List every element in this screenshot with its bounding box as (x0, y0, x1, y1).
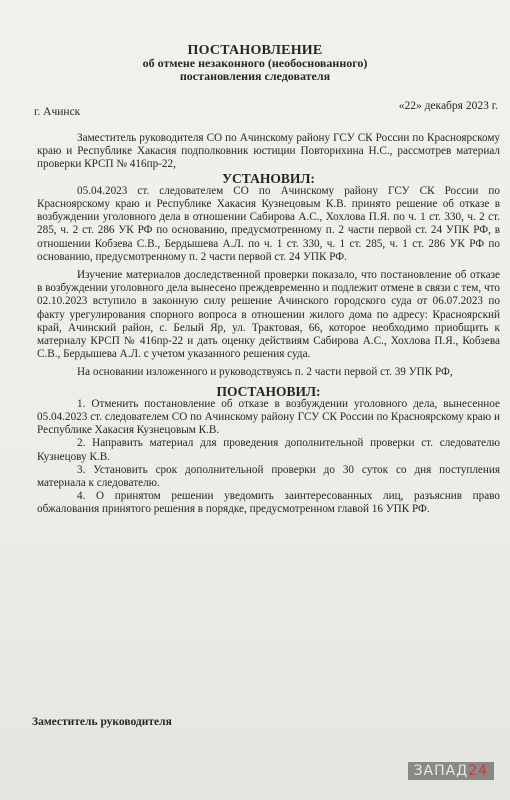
resolution-item-3: 3. Установить срок дополнительной проверки до 30 суток со дня поступления материала к следователю. (37, 463, 500, 490)
document-title-block (0, 44, 510, 83)
document-date: «22» декабря 2023 г. (398, 100, 498, 112)
document-place: г. Ачинск (34, 106, 81, 118)
paragraph-3: На основании изложенного и руководствуясь п. 2 части первой ст. 39 УПК РФ, (77, 366, 453, 379)
resolution-item-2: 2. Направить материал для проведения дополнительной проверки ст. следователю Кузнецову К.В. (37, 437, 500, 463)
signature-title: Заместитель руководителя (32, 716, 172, 728)
intro-paragraph: Заместитель руководителя СО по Ачинскому району ГСУ СК России по Красноярскому краю и Республике Хакасия подполковник юстиции Повторихина Н.С., рассмотрев материал проверки КРСП № 416пр-22, (37, 132, 500, 171)
watermark-text-a: ЗАПАД (413, 763, 469, 779)
document-title: ПОСТАНОВЛЕНИЕ (187, 43, 323, 58)
document-body (37, 132, 500, 517)
heading-resolved: ПОСТАНОВИЛ: (216, 383, 321, 399)
paragraph-1: 05.04.2023 ст. следователем СО по Ачинскому району ГСУ СК России по Красноярскому краю и Республике Хакасия Кузнецовым К.В. принято решение об отказе в возбуждении уголовного дела в отношении Сабирова А.С., Хохлова П.Я. по ч. 1 ст. 330, ч. 2 ст. 285, ч. 2 ст. 286 УК РФ по основанию, предусмотренному п. 2 части первой ст. 24 УПК РФ, в отношении Кобзева С.В., Бердышева А.Л. по ч. 1 ст. 330, ч. 1 ст. 285, ч. 1 ст. 286 УК РФ по основанию, предусмотренному п. 2 части первой ст. 24 УПК РФ. (37, 184, 500, 263)
watermark-logo (408, 762, 494, 780)
watermark-text-b: 24 (468, 763, 488, 779)
heading-established: УСТАНОВИЛ: (222, 170, 315, 186)
document-subtitle-line1: об отмене незаконного (необоснованного) (142, 56, 368, 70)
resolution-item-1: 1. Отменить постановление об отказе в возбуждении уголовного дела, вынесенное 05.04.2023 ст. следователем СО по Ачинскому району ГСУ СК России по Красноярскому краю и Республике Хакасия Кузнецовым К.В. (37, 397, 500, 437)
document-subtitle-line2: постановления следователя (179, 69, 331, 83)
resolution-item-4: 4. О принятом решении уведомить заинтересованных лиц, разъяснив право обжалования принятого решения в порядке, предусмотренном главой 16 УПК РФ. (37, 490, 500, 516)
paragraph-2: Изучение материалов доследственной проверки показало, что постановление об отказе в возбуждении уголовного дела вынесено преждевременно и подлежит отмене в связи с тем, что 02.10.2023 вступило в законную силу решение Ачинского городского суда от 06.07.2023 по факту урегулирования спорного вопроса в отношении жилого дома по адресу: Красноярский край, Ачинский район, с. Белый Яр, ул. Трактовая, 66, которое необходимо приобщить к материалу КРСП № 416пр-22 и дать оценку действиям Сабирова А.С., Хохлова П.Я., Кобзева С.В., Бердышева А.Л. с учетом указанного решения суда. (37, 269, 500, 361)
